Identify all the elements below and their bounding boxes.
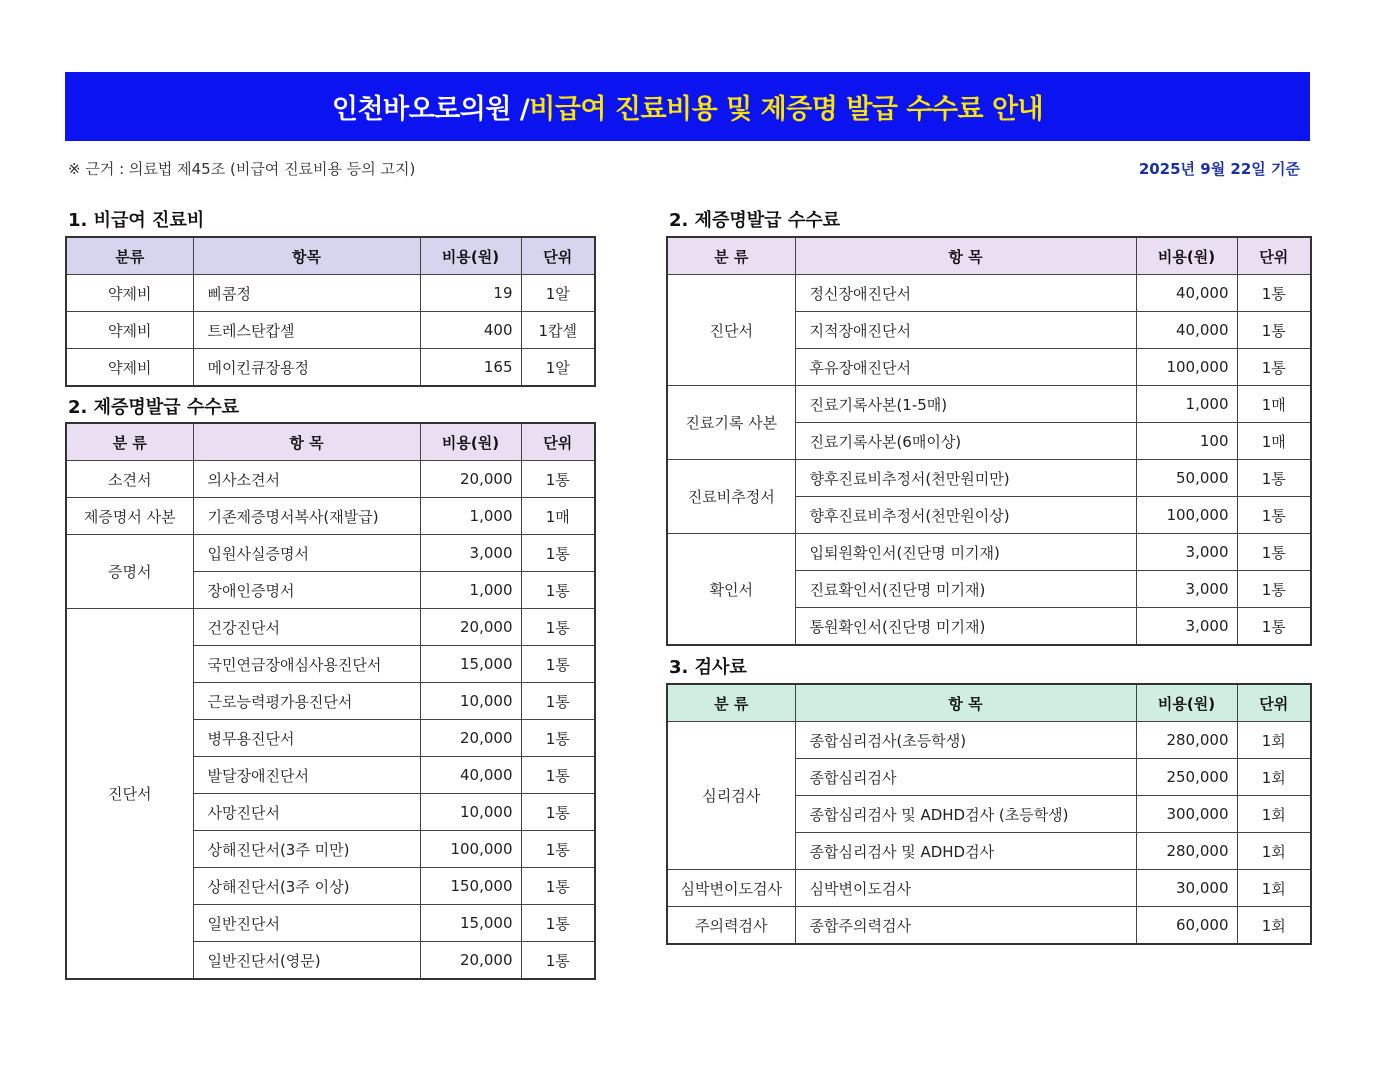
cost-cell: 100,000 [420, 831, 521, 868]
cost-cell: 19 [420, 275, 521, 312]
item-cell: 입퇴원확인서(진단명 미기재) [795, 534, 1136, 571]
unit-cell: 1통 [521, 905, 595, 942]
unit-cell: 1통 [1237, 497, 1311, 534]
col-header-cost: 비용(원) [420, 237, 521, 275]
unit-cell: 1통 [521, 646, 595, 683]
section-title-exams: 3. 검사료 [669, 657, 747, 678]
cost-cell: 100 [1136, 423, 1237, 460]
item-cell: 근로능력평가용진단서 [193, 683, 420, 720]
item-cell: 종합심리검사(초등학생) [795, 722, 1136, 759]
item-cell: 일반진단서 [193, 905, 420, 942]
item-cell: 상해진단서(3주 이상) [193, 868, 420, 905]
unit-cell: 1회 [1237, 907, 1311, 945]
table-row [66, 498, 595, 535]
cost-cell: 400 [420, 312, 521, 349]
cost-cell: 15,000 [420, 646, 521, 683]
cost-cell: 1,000 [420, 498, 521, 535]
item-cell: 사망진단서 [193, 794, 420, 831]
col-header-unit: 단위 [521, 423, 595, 461]
cost-cell: 1,000 [1136, 386, 1237, 423]
item-cell: 삐콤정 [193, 275, 420, 312]
cost-cell: 3,000 [1136, 571, 1237, 608]
cost-cell: 165 [420, 349, 521, 387]
table-row [667, 275, 1311, 312]
cost-cell: 100,000 [1136, 497, 1237, 534]
category-cell: 심리검사 [667, 722, 795, 870]
item-cell: 정신장애진단서 [795, 275, 1136, 312]
table-row [667, 386, 1311, 423]
col-header-cost: 비용(원) [1136, 237, 1237, 275]
table-row [66, 349, 595, 387]
item-cell: 종합주의력검사 [795, 907, 1136, 945]
cost-cell: 60,000 [1136, 907, 1237, 945]
item-cell: 향후진료비추정서(천만원이상) [795, 497, 1136, 534]
unit-cell: 1통 [1237, 608, 1311, 646]
item-cell: 진료기록사본(6매이상) [795, 423, 1136, 460]
item-cell: 향후진료비추정서(천만원미만) [795, 460, 1136, 497]
item-cell: 진료기록사본(1-5매) [795, 386, 1136, 423]
category-cell: 약제비 [66, 275, 193, 312]
table-row [667, 722, 1311, 759]
unit-cell: 1통 [521, 720, 595, 757]
col-header-unit: 단위 [521, 237, 595, 275]
item-cell: 입원사실증명서 [193, 535, 420, 572]
cost-cell: 20,000 [420, 609, 521, 646]
cost-cell: 280,000 [1136, 722, 1237, 759]
unit-cell: 1매 [521, 498, 595, 535]
col-header-cost: 비용(원) [1136, 684, 1237, 722]
item-cell: 후유장애진단서 [795, 349, 1136, 386]
unit-cell: 1통 [521, 609, 595, 646]
legal-basis-note: ※ 근거 : 의료법 제45조 (비급여 진료비용 등의 고지) [68, 160, 416, 178]
page-banner [65, 72, 1310, 141]
unit-cell: 1통 [521, 942, 595, 980]
table-row [667, 907, 1311, 945]
noncovered-fee-table [65, 236, 596, 387]
table-row [66, 461, 595, 498]
section-title-certificates-right: 2. 제증명발급 수수료 [669, 210, 840, 231]
item-cell: 병무용진단서 [193, 720, 420, 757]
table-row [667, 534, 1311, 571]
col-header-category: 분 류 [66, 423, 193, 461]
item-cell: 진료확인서(진단명 미기재) [795, 571, 1136, 608]
table-row [66, 609, 595, 646]
cost-cell: 20,000 [420, 461, 521, 498]
category-cell: 진료기록 사본 [667, 386, 795, 460]
table-row [66, 275, 595, 312]
col-header-category: 분 류 [667, 684, 795, 722]
col-header-unit: 단위 [1237, 237, 1311, 275]
col-header-unit: 단위 [1237, 684, 1311, 722]
banner-clinic-name: 인천바오로의원 / [331, 94, 530, 125]
cost-cell: 3,000 [420, 535, 521, 572]
exam-fee-table [666, 683, 1312, 945]
certificate-fee-table-left [65, 422, 596, 980]
unit-cell: 1통 [1237, 571, 1311, 608]
unit-cell: 1통 [521, 794, 595, 831]
unit-cell: 1통 [521, 831, 595, 868]
unit-cell: 1통 [1237, 312, 1311, 349]
cost-cell: 150,000 [420, 868, 521, 905]
cost-cell: 40,000 [1136, 275, 1237, 312]
unit-cell: 1통 [521, 535, 595, 572]
col-header-item: 항 목 [795, 684, 1136, 722]
category-cell: 심박변이도검사 [667, 870, 795, 907]
unit-cell: 1회 [1237, 833, 1311, 870]
cost-cell: 100,000 [1136, 349, 1237, 386]
cost-cell: 10,000 [420, 683, 521, 720]
category-cell: 확인서 [667, 534, 795, 646]
item-cell: 기존제증명서복사(재발급) [193, 498, 420, 535]
item-cell: 종합심리검사 및 ADHD검사 [795, 833, 1136, 870]
unit-cell: 1매 [1237, 423, 1311, 460]
category-cell: 주의력검사 [667, 907, 795, 945]
cost-cell: 50,000 [1136, 460, 1237, 497]
certificate-fee-table-right [666, 236, 1312, 646]
col-header-item: 항 목 [795, 237, 1136, 275]
cost-cell: 300,000 [1136, 796, 1237, 833]
item-cell: 발달장애진단서 [193, 757, 420, 794]
item-cell: 일반진단서(영문) [193, 942, 420, 980]
unit-cell: 1매 [1237, 386, 1311, 423]
category-cell: 제증명서 사본 [66, 498, 193, 535]
item-cell: 장애인증명서 [193, 572, 420, 609]
unit-cell: 1회 [1237, 759, 1311, 796]
item-cell: 종합심리검사 [795, 759, 1136, 796]
item-cell: 의사소견서 [193, 461, 420, 498]
unit-cell: 1통 [1237, 534, 1311, 571]
section-title-noncovered: 1. 비급여 진료비 [68, 210, 205, 231]
cost-cell: 15,000 [420, 905, 521, 942]
item-cell: 상해진단서(3주 미만) [193, 831, 420, 868]
unit-cell: 1통 [521, 461, 595, 498]
item-cell: 심박변이도검사 [795, 870, 1136, 907]
unit-cell: 1통 [521, 683, 595, 720]
item-cell: 국민연금장애심사용진단서 [193, 646, 420, 683]
unit-cell: 1통 [521, 572, 595, 609]
unit-cell: 1회 [1237, 796, 1311, 833]
unit-cell: 1알 [521, 349, 595, 387]
item-cell: 건강진단서 [193, 609, 420, 646]
unit-cell: 1통 [1237, 460, 1311, 497]
unit-cell: 1캅셀 [521, 312, 595, 349]
col-header-category: 분 류 [667, 237, 795, 275]
cost-cell: 40,000 [420, 757, 521, 794]
item-cell: 트레스탄캅셀 [193, 312, 420, 349]
category-cell: 증명서 [66, 535, 193, 609]
item-cell: 통원확인서(진단명 미기재) [795, 608, 1136, 646]
cost-cell: 10,000 [420, 794, 521, 831]
cost-cell: 20,000 [420, 942, 521, 980]
col-header-item: 항목 [193, 237, 420, 275]
cost-cell: 3,000 [1136, 608, 1237, 646]
cost-cell: 250,000 [1136, 759, 1237, 796]
banner-title: 비급여 진료비용 및 제증명 발급 수수료 안내 [529, 94, 1044, 125]
cost-cell: 30,000 [1136, 870, 1237, 907]
unit-cell: 1통 [1237, 275, 1311, 312]
cost-cell: 1,000 [420, 572, 521, 609]
unit-cell: 1회 [1237, 722, 1311, 759]
col-header-cost: 비용(원) [420, 423, 521, 461]
cost-cell: 280,000 [1136, 833, 1237, 870]
category-cell: 약제비 [66, 312, 193, 349]
unit-cell: 1알 [521, 275, 595, 312]
category-cell: 소견서 [66, 461, 193, 498]
item-cell: 메이킨큐장용정 [193, 349, 420, 387]
item-cell: 종합심리검사 및 ADHD검사 (초등학생) [795, 796, 1136, 833]
table-row [667, 460, 1311, 497]
unit-cell: 1통 [521, 757, 595, 794]
table-row [66, 535, 595, 572]
unit-cell: 1통 [1237, 349, 1311, 386]
category-cell: 진단서 [667, 275, 795, 386]
cost-cell: 40,000 [1136, 312, 1237, 349]
table-row [667, 870, 1311, 907]
table-row [66, 312, 595, 349]
effective-date: 2025년 9월 22일 기준 [1138, 160, 1300, 178]
cost-cell: 20,000 [420, 720, 521, 757]
unit-cell: 1통 [521, 868, 595, 905]
col-header-item: 항 목 [193, 423, 420, 461]
cost-cell: 3,000 [1136, 534, 1237, 571]
item-cell: 지적장애진단서 [795, 312, 1136, 349]
category-cell: 진료비추정서 [667, 460, 795, 534]
category-cell: 약제비 [66, 349, 193, 387]
unit-cell: 1회 [1237, 870, 1311, 907]
section-title-certificates-left: 2. 제증명발급 수수료 [68, 397, 239, 418]
col-header-category: 분류 [66, 237, 193, 275]
category-cell: 진단서 [66, 609, 193, 980]
